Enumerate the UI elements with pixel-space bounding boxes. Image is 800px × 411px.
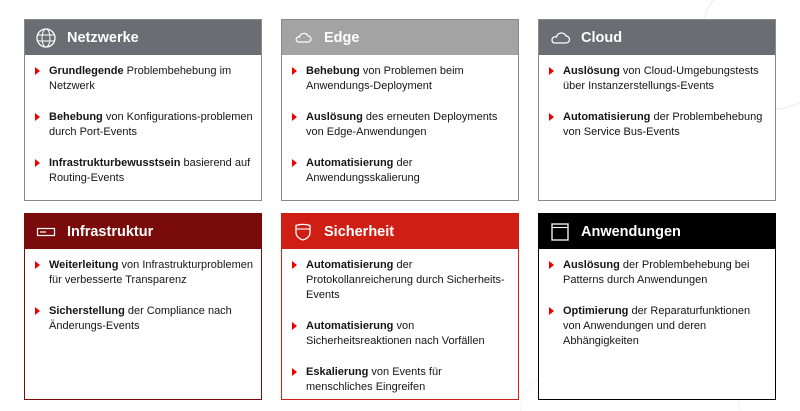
application-window-icon	[549, 221, 571, 243]
list-item: Automatisierung der Problembehebung von Service Bus-Events	[547, 110, 767, 140]
list-item: Eskalierung von Events für menschliches Eingreifen	[290, 365, 510, 395]
list-item: Automatisierung von Sicherheitsreaktionen nach Vorfällen	[290, 319, 510, 349]
card-header	[539, 20, 775, 55]
server-icon	[35, 221, 57, 243]
card-edge	[281, 19, 519, 201]
list-item: Weiterleitung von Infrastrukturproblemen für verbesserte Transparenz	[33, 258, 253, 288]
card-header	[25, 214, 261, 249]
card-infrastruktur	[24, 213, 262, 400]
card-title: Cloud	[581, 29, 623, 46]
shield-icon	[292, 221, 314, 243]
list-item: Behebung von Problemen beim Anwendungs-Deployment	[290, 64, 510, 94]
card-title: Anwendungen	[581, 223, 681, 240]
list-item: Auslösung der Problembehebung bei Patterns durch Anwendungen	[547, 258, 767, 288]
network-globe-icon	[35, 27, 57, 49]
list-item: Auslösung des erneuten Deployments von Edge-Anwendungen	[290, 110, 510, 140]
card-netzwerke	[24, 19, 262, 201]
card-header	[539, 214, 775, 249]
list-item: Automatisierung der Protokollanreicherung durch Sicherheits-Events	[290, 258, 510, 303]
list-item: Auslösung von Cloud-Umgebungstests über Instanzerstellungs-Events	[547, 64, 767, 94]
card-title: Infrastruktur	[67, 223, 154, 240]
card-title: Edge	[324, 29, 360, 46]
card-title: Netzwerke	[67, 29, 139, 46]
list-item: Automatisierung der Anwendungsskalierung	[290, 156, 510, 186]
list-item: Behebung von Konfigurations-problemen durch Port-Events	[33, 110, 253, 140]
list-item: Grundlegende Problembehebung im Netzwerk	[33, 64, 253, 94]
card-header	[25, 20, 261, 55]
card-cloud	[538, 19, 776, 201]
list-item: Infrastrukturbewusstsein basierend auf Routing-Events	[33, 156, 253, 186]
card-anwendungen	[538, 213, 776, 400]
card-header	[282, 20, 518, 55]
card-sicherheit	[281, 213, 519, 400]
cloud-icon	[549, 27, 571, 49]
list-item: Sicherstellung der Compliance nach Änderungs-Events	[33, 304, 253, 334]
edge-cloud-icon	[292, 27, 314, 49]
card-title: Sicherheit	[324, 223, 395, 240]
list-item: Optimierung der Reparaturfunktionen von Anwendungen und deren Abhängigkeiten	[547, 304, 767, 349]
card-header	[282, 214, 518, 249]
